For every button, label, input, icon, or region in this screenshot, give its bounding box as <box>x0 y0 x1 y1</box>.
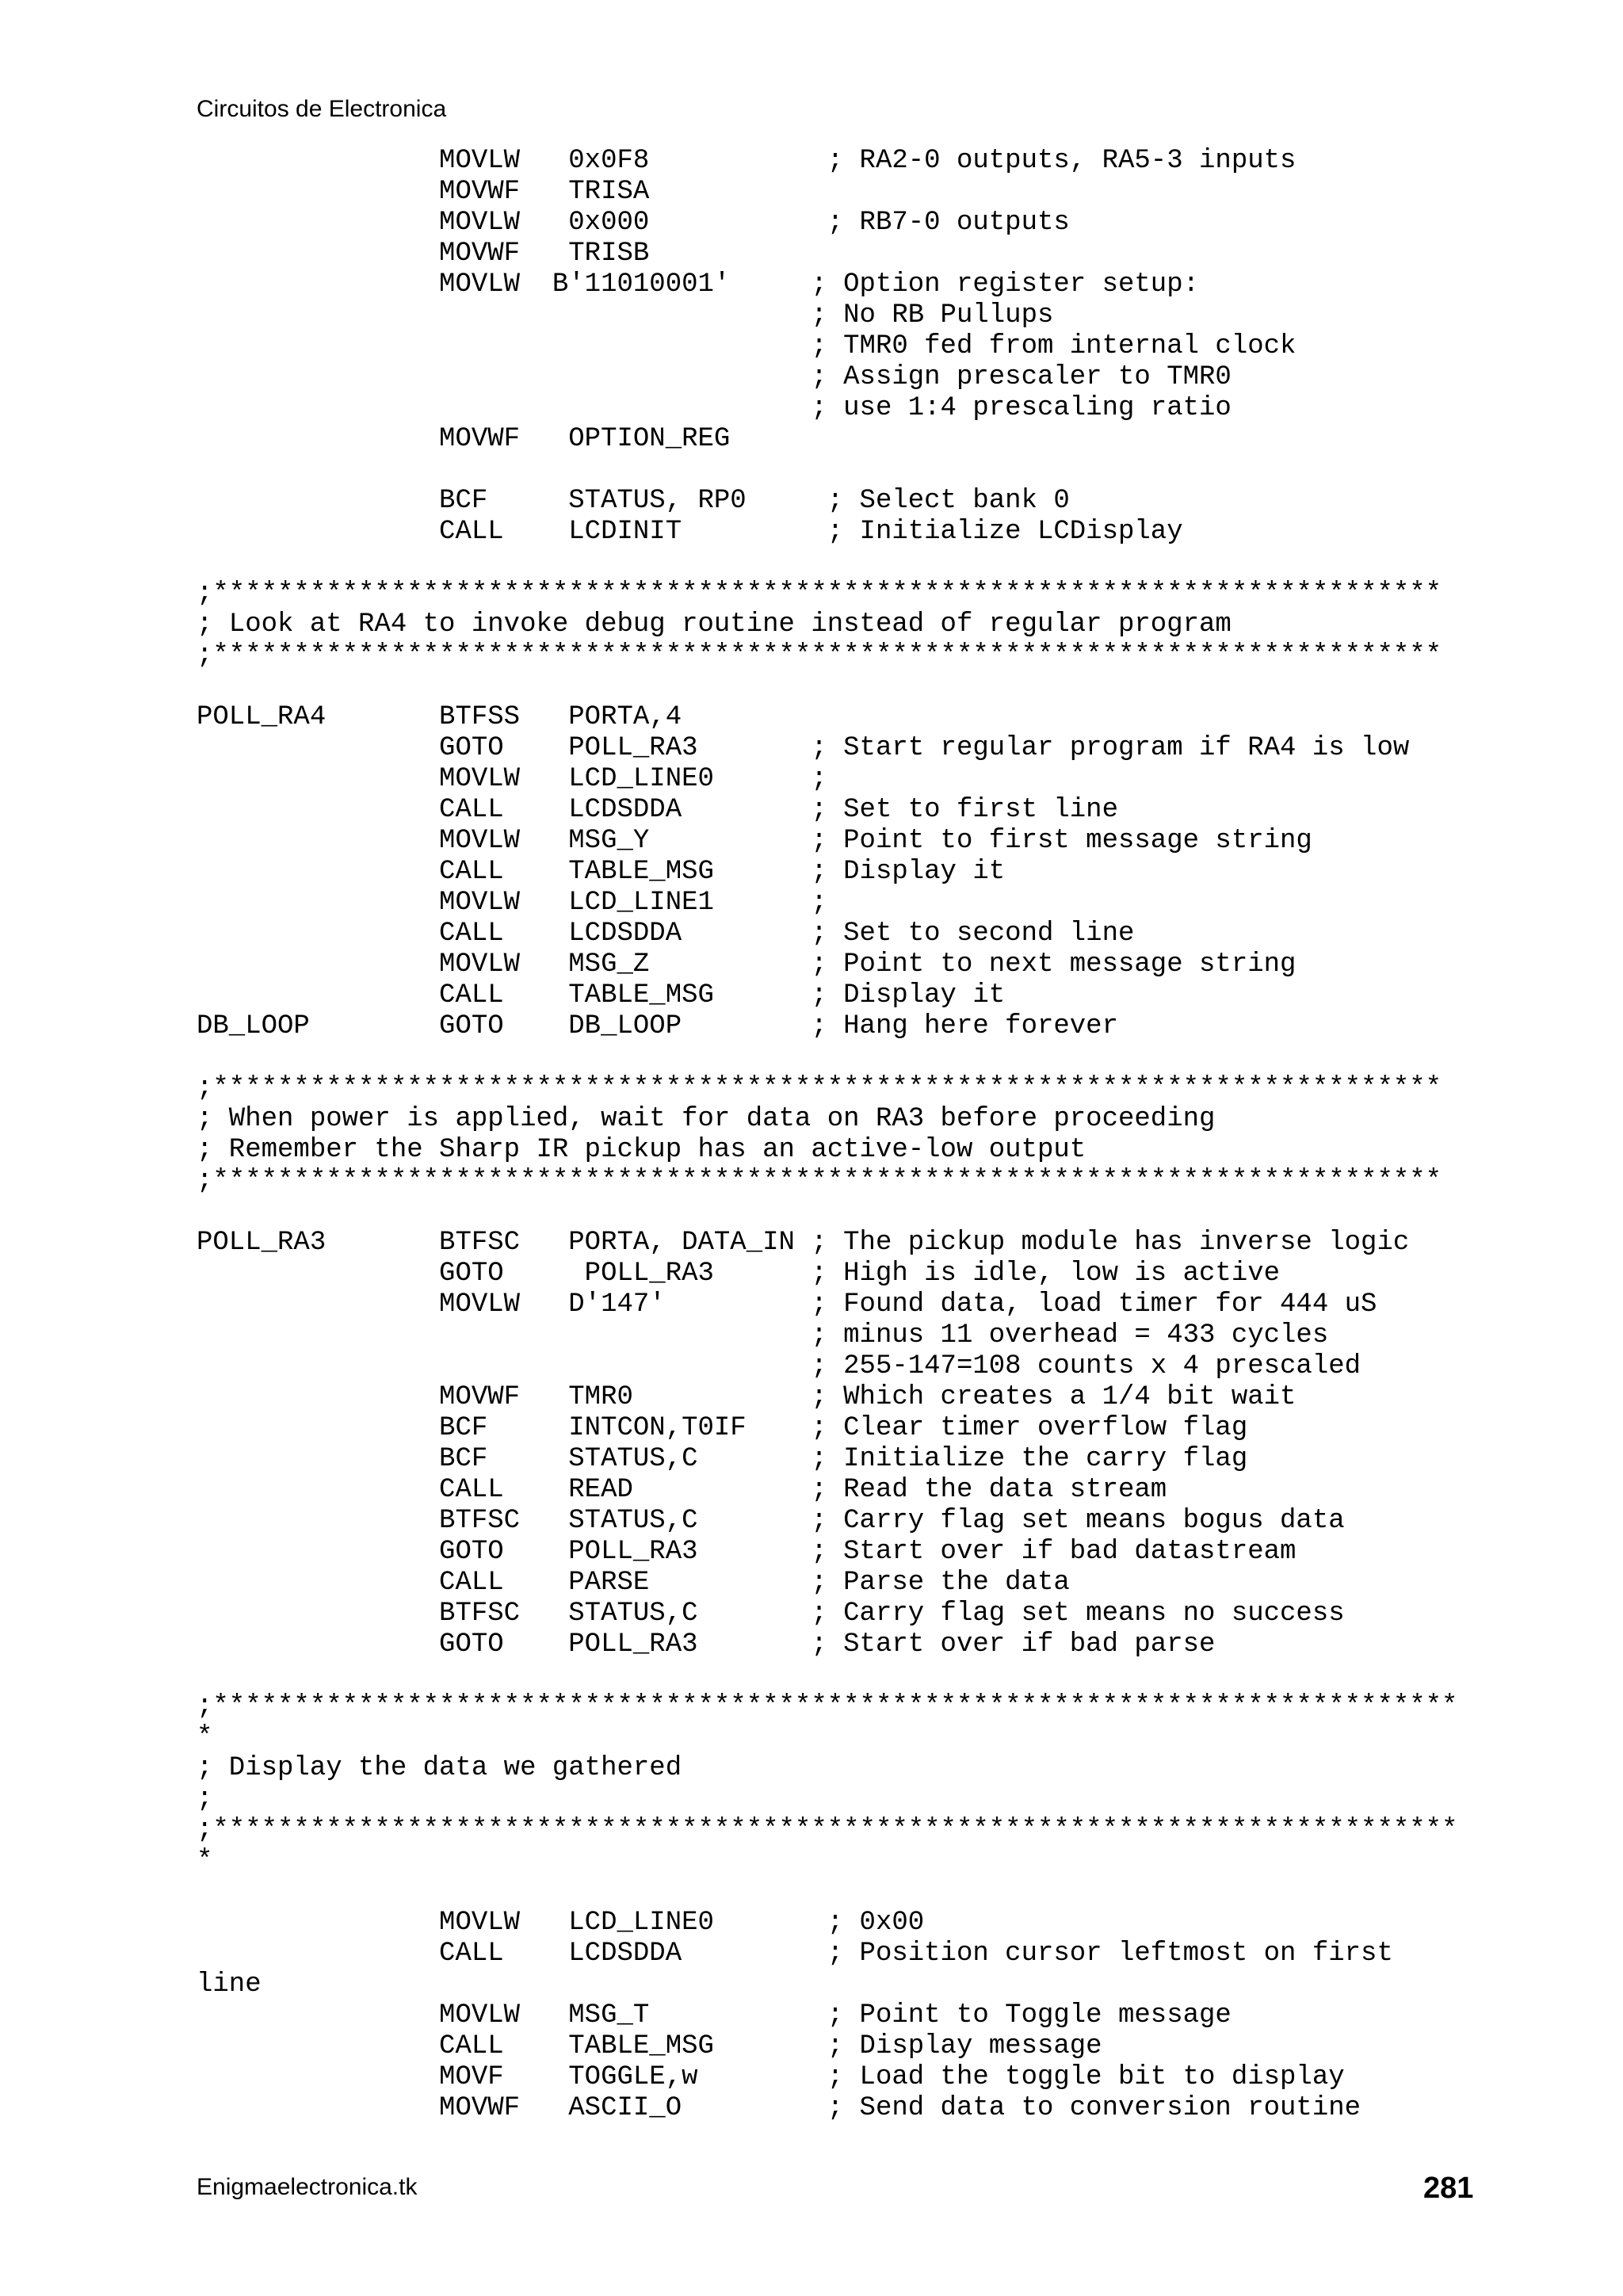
code-line <box>197 1042 1457 1073</box>
code-line: CALL TABLE_MSG ; Display it <box>197 980 1006 1010</box>
code-line: * <box>197 1846 213 1876</box>
code-line: ; No RB Pullups <box>197 300 1054 330</box>
page-header: Circuitos de Electronica <box>197 96 447 122</box>
code-line: ; TMR0 fed from internal clock <box>197 331 1296 361</box>
code-line: MOVF TOGGLE,w ; Load the toggle bit to display <box>197 2062 1345 2092</box>
code-line: ;***************************************************************************** <box>197 1815 1458 1845</box>
code-line: BCF INTCON,T0IF ; Clear timer overflow flag <box>197 1413 1248 1443</box>
code-line <box>197 1877 1457 1908</box>
code-line: ; Look at RA4 to invoke debug routine instead of regular program <box>197 609 1232 640</box>
code-line: ; Remember the Sharp IR pickup has an active-low output <box>197 1135 1086 1165</box>
code-line: POLL_RA3 BTFSC PORTA, DATA_IN ; The pickup module has inverse logic <box>197 1228 1410 1258</box>
code-line <box>197 1197 1457 1228</box>
code-line: CALL PARSE ; Parse the data <box>197 1568 1070 1598</box>
code-line: ; Display the data we gathered <box>197 1753 682 1783</box>
code-line: ; When power is applied, wait for data on RA3 before proceeding <box>197 1104 1216 1134</box>
code-line: MOVWF OPTION_REG <box>197 424 731 454</box>
code-line: ;**************************************************************************** <box>197 579 1442 609</box>
code-line: GOTO POLL_RA3 ; Start over if bad parse <box>197 1629 1216 1660</box>
code-line: ;***************************************************************************** <box>197 1691 1458 1721</box>
code-line <box>197 1660 1457 1691</box>
code-line: CALL TABLE_MSG ; Display message <box>197 2031 1102 2061</box>
code-line: CALL READ ; Read the data stream <box>197 1475 1167 1505</box>
page-number: 281 <box>1423 2172 1474 2205</box>
code-line: MOVWF TMR0 ; Which creates a 1/4 bit wait <box>197 1382 1296 1412</box>
code-line: ; use 1:4 prescaling ratio <box>197 393 1232 423</box>
code-line <box>197 548 1457 579</box>
code-line: MOVLW 0x000 ; RB7-0 outputs <box>197 208 1070 238</box>
code-line: line <box>197 1969 262 2000</box>
code-line: GOTO POLL_RA3 ; Start regular program if RA4 is low <box>197 733 1410 763</box>
code-line: ; Assign prescaler to TMR0 <box>197 362 1232 392</box>
code-line: CALL LCDSDDA ; Set to first line <box>197 795 1118 825</box>
code-line: CALL LCDSDDA ; Set to second line <box>197 919 1135 949</box>
code-line <box>197 455 1457 486</box>
code-line: CALL LCDSDDA ; Position cursor leftmost on first <box>197 1939 1393 1969</box>
code-line <box>197 671 1457 702</box>
code-line: DB_LOOP GOTO DB_LOOP ; Hang here forever <box>197 1011 1118 1041</box>
code-line: MOVLW 0x0F8 ; RA2-0 outputs, RA5-3 inputs <box>197 146 1296 176</box>
code-line: MOVLW MSG_Y ; Point to first message string <box>197 826 1312 856</box>
code-line: * <box>197 1722 213 1752</box>
code-line: BCF STATUS,C ; Initialize the carry flag <box>197 1444 1248 1474</box>
code-line: GOTO POLL_RA3 ; Start over if bad datastream <box>197 1537 1296 1567</box>
code-line: MOVLW MSG_T ; Point to Toggle message <box>197 2000 1232 2030</box>
code-line: MOVLW LCD_LINE1 ; <box>197 888 827 918</box>
code-line: BCF STATUS, RP0 ; Select bank 0 <box>197 486 1070 516</box>
code-line: ; 255-147=108 counts x 4 prescaled <box>197 1351 1361 1381</box>
code-line: MOVWF TRISB <box>197 239 650 269</box>
footer-site: Enigmaelectronica.tk <box>197 2174 418 2200</box>
code-line: CALL LCDINIT ; Initialize LCDisplay <box>197 517 1183 547</box>
code-line: MOVWF TRISA <box>197 177 650 207</box>
code-line: MOVLW B'11010001' ; Option register setup: <box>197 269 1200 300</box>
code-line: BTFSC STATUS,C ; Carry flag set means no success <box>197 1599 1345 1629</box>
code-line: ; minus 11 overhead = 433 cycles <box>197 1320 1329 1350</box>
code-line: GOTO POLL_RA3 ; High is idle, low is active <box>197 1259 1281 1289</box>
code-line: MOVWF ASCII_O ; Send data to conversion routine <box>197 2093 1361 2123</box>
code-line: ;**************************************************************************** <box>197 640 1442 670</box>
code-line: BTFSC STATUS,C ; Carry flag set means bogus data <box>197 1506 1345 1536</box>
assembly-code-listing <box>197 146 1457 2124</box>
code-line: MOVLW LCD_LINE0 ; 0x00 <box>197 1908 925 1938</box>
code-line: MOVLW LCD_LINE0 ; <box>197 764 827 794</box>
code-line: MOVLW D'147' ; Found data, load timer for 444 uS <box>197 1289 1377 1320</box>
code-line: ;**************************************************************************** <box>197 1166 1442 1196</box>
code-line: ; <box>197 1784 213 1814</box>
code-line: ;**************************************************************************** <box>197 1073 1442 1103</box>
code-line: MOVLW MSG_Z ; Point to next message string <box>197 949 1296 980</box>
code-line: POLL_RA4 BTFSS PORTA,4 <box>197 702 682 732</box>
code-line: CALL TABLE_MSG ; Display it <box>197 857 1006 887</box>
